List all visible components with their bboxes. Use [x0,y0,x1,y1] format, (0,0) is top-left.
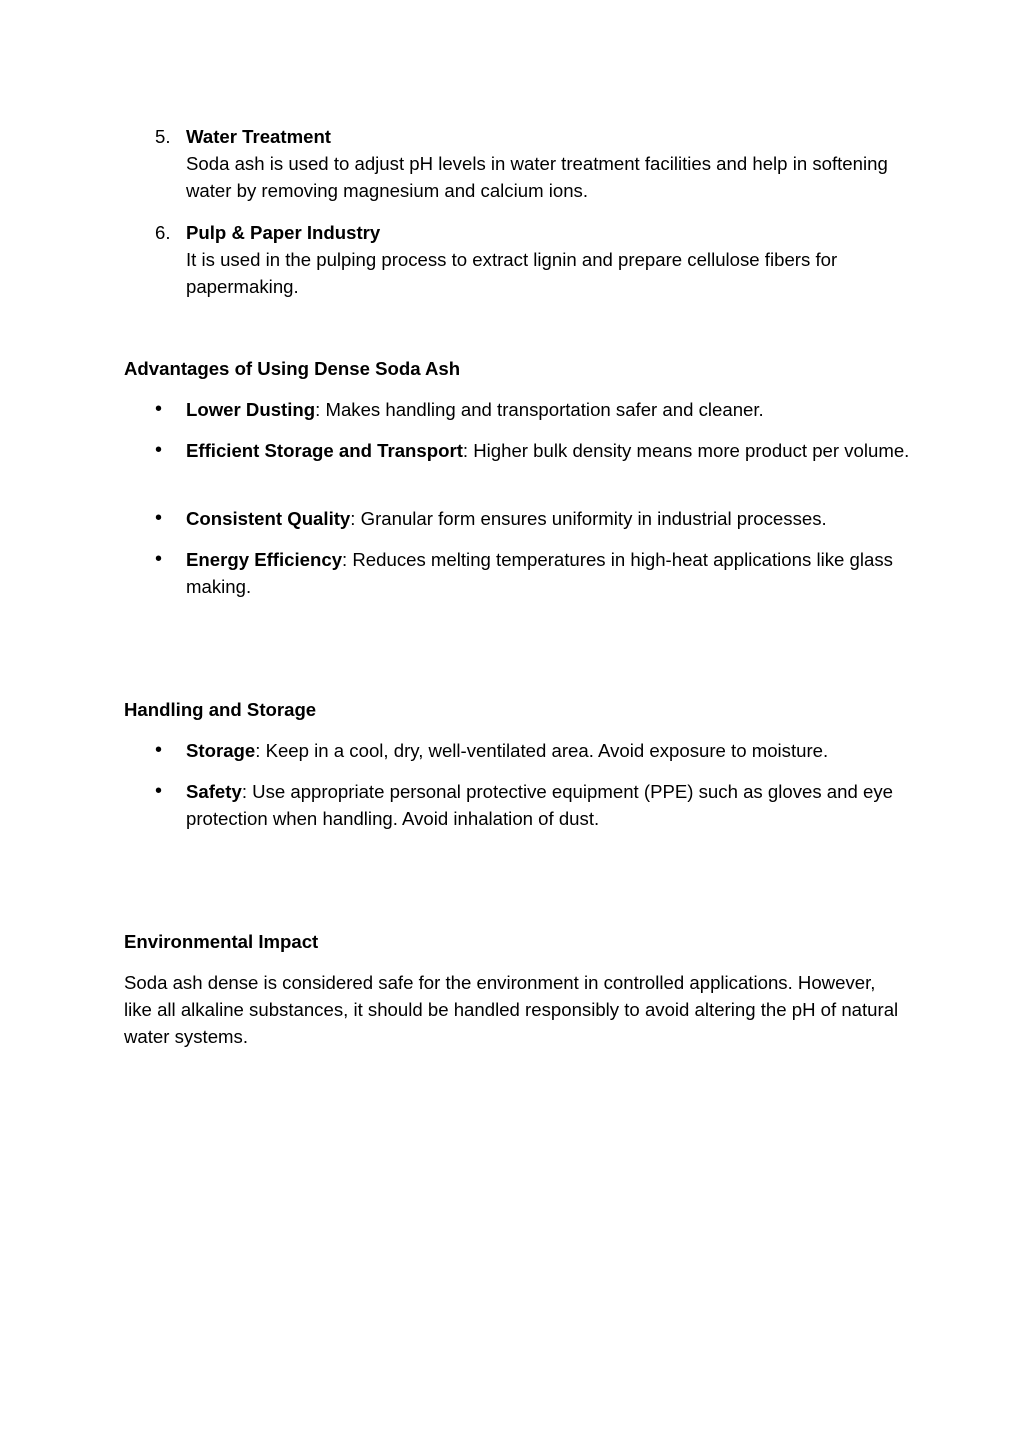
bullet-item [124,778,914,832]
list-item-text: : Makes handling and transportation safer and cleaner. [315,399,764,420]
bullet-icon: • [155,398,163,420]
list-item-title: Water Treatment [186,126,331,147]
bullet-item [124,396,914,423]
numbered-item-pulp-paper [124,219,914,300]
bullet-icon: • [155,507,163,529]
section-heading-handling: Handling and Storage [124,699,317,720]
bullet-icon: • [155,739,163,761]
list-item-body [186,737,914,764]
list-item-title: Pulp & Paper Industry [186,222,381,243]
list-item-term: Energy Efficiency [186,549,343,570]
list-item-text: : Higher bulk density means more product per volume. [462,440,910,461]
paragraph-environment: Soda ash dense is considered safe for the environment in controlled applications. However, like all alkaline substances, it should be handled responsibly to avoid altering the pH of natural water systems. [124,972,899,1047]
numbered-item-water-treatment [124,123,914,204]
list-item-description: Soda ash is used to adjust pH levels in water treatment facilities and help in softening water by removing magnesium and calcium ions. [186,153,888,201]
list-item-text: : Reduces melting temperatures in high-heat applications like glass making. [186,549,893,597]
list-item-text: : Keep in a cool, dry, well-ventilated area. Avoid exposure to moisture. [255,740,829,761]
list-item-body [186,219,914,300]
list-item-term: Consistent Quality [186,508,351,529]
list-item-body [186,505,914,532]
bullet-item [124,505,914,532]
list-item-term: Efficient Storage and Transport [186,440,463,461]
list-number: 6. [155,222,171,243]
list-number: 5. [155,126,171,147]
list-item-text: : Use appropriate personal protective equipment (PPE) such as gloves and eye protection when handling. Avoid inhalation of dust. [186,781,893,829]
bullet-item [124,737,914,764]
list-item-body [186,546,914,600]
list-item-text: : Granular form ensures uniformity in industrial processes. [350,508,827,529]
bullet-item [124,437,914,464]
list-item-term: Lower Dusting [186,399,316,420]
bullet-item [124,546,914,600]
list-item-description: It is used in the pulping process to extract lignin and prepare cellulose fibers for papermaking. [186,249,838,297]
section-heading-advantages: Advantages of Using Dense Soda Ash [124,358,461,379]
list-item-body [186,437,914,464]
bullet-icon: • [155,780,163,802]
list-item-term: Storage [186,740,256,761]
list-item-body [186,396,914,423]
list-item-body [186,778,914,832]
list-item-term: Safety [186,781,242,802]
bullet-icon: • [155,439,163,461]
bullet-icon: • [155,548,163,570]
section-heading-environment: Environmental Impact [124,931,319,952]
list-item-body [186,123,914,204]
